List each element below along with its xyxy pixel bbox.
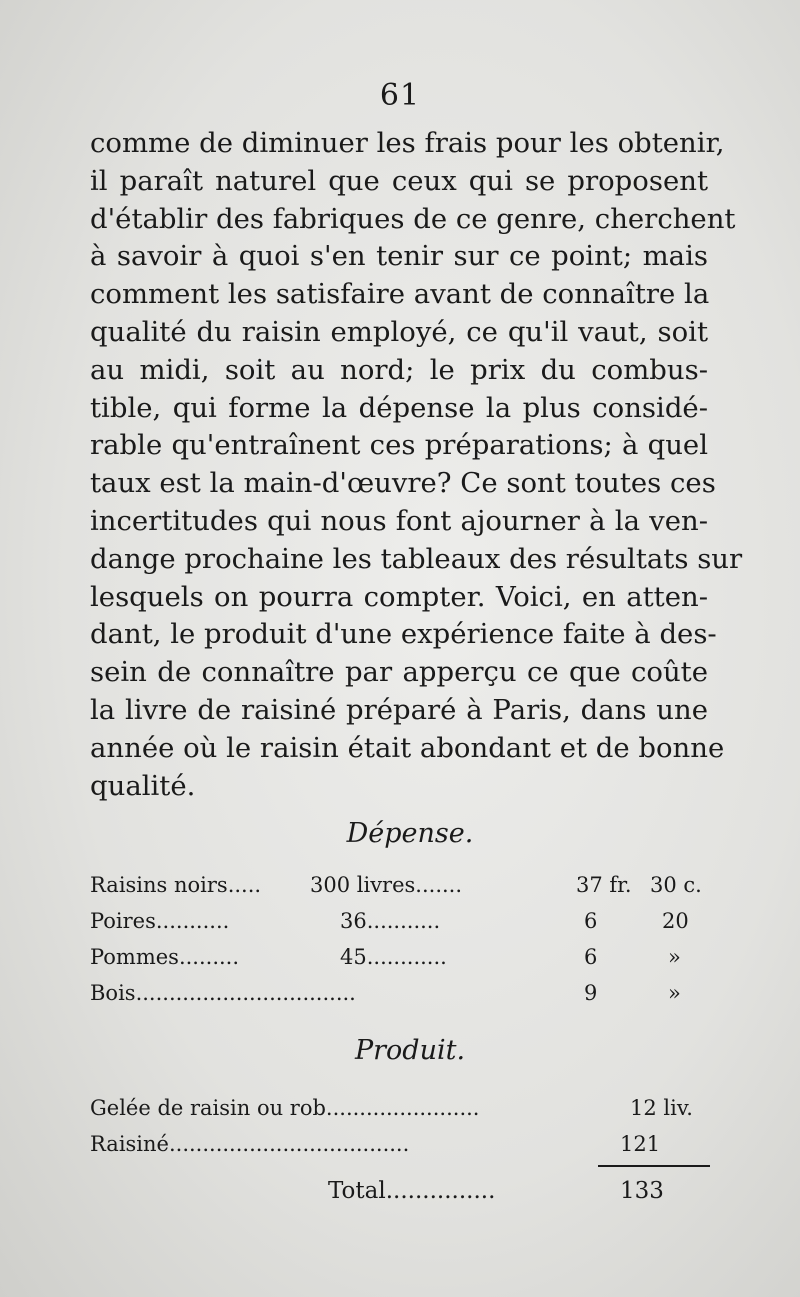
depense-item: Raisins noirs.....	[90, 873, 262, 897]
produit-value: 121	[620, 1132, 661, 1156]
depense-item: Poires...........	[90, 909, 230, 933]
depense-francs: 6	[584, 945, 598, 969]
depense-heading: Dépense.	[346, 818, 474, 849]
paragraph-line: taux est la main-d'œuvre? Ce sont toutes ces	[90, 467, 716, 500]
paragraph-line: lesquels on pourra compter. Voici, en atten-	[90, 580, 708, 613]
depense-item: Pommes.........	[90, 945, 240, 969]
produit-value: 12 liv.	[630, 1096, 693, 1120]
total-value: 133	[620, 1178, 664, 1204]
depense-centimes: 20	[662, 909, 689, 933]
depense-centimes: »	[668, 981, 681, 1005]
paragraph-line: à savoir à quoi s'en tenir sur ce point; mais	[90, 240, 708, 273]
depense-francs: 6	[584, 909, 598, 933]
depense-item: Bois.................................	[90, 981, 356, 1005]
produit-label: Gelée de raisin ou rob.......................	[90, 1096, 480, 1120]
paragraph-line: sein de connaître par apperçu ce que coûte	[90, 656, 708, 689]
paragraph-line: incertitudes qui nous font ajourner à la ven-	[90, 504, 708, 537]
paragraph-line: dant, le produit d'une expérience faite à des-	[90, 618, 717, 651]
depense-centimes: 30 c.	[650, 873, 702, 897]
paragraph-line: année où le raisin était abondant et de bonne	[90, 731, 725, 764]
depense-francs: 37 fr.	[576, 873, 632, 897]
paragraph-line: comme de diminuer les frais pour les obtenir,	[90, 127, 725, 159]
depense-quantity: 36...........	[340, 909, 441, 933]
paragraph	[90, 125, 743, 805]
depense-centimes: »	[668, 945, 681, 969]
paragraph-line: rable qu'entraînent ces préparations; à quel	[90, 429, 708, 462]
paragraph-line: d'établir des fabriques de ce genre, cherchent	[90, 202, 736, 235]
depense-quantity: 45............	[340, 945, 447, 969]
paragraph-line: tible, qui forme la dépense la plus considé-	[90, 391, 708, 424]
paragraph-line: qualité du raisin employé, ce qu'il vaut, soit	[90, 315, 708, 348]
depense-francs: 9	[584, 981, 598, 1005]
paragraph-line: il paraît naturel que ceux qui se proposent	[90, 164, 708, 197]
produit-label: Raisiné....................................	[90, 1132, 410, 1156]
depense-quantity: 300 livres.......	[310, 873, 463, 897]
total-label: Total...............	[328, 1178, 496, 1204]
paragraph-line: dange prochaine les tableaux des résultats sur	[90, 542, 743, 575]
total-rule	[598, 1165, 710, 1167]
paragraph-line: comment les satisfaire avant de connaître la	[90, 278, 710, 311]
paragraph-line: qualité.	[90, 769, 196, 802]
paragraph-line: au midi, soit au nord; le prix du combus-	[90, 353, 708, 386]
produit-heading: Produit.	[354, 1035, 466, 1066]
page-number: 61	[379, 78, 421, 113]
paragraph-line: la livre de raisiné préparé à Paris, dans une	[90, 693, 708, 726]
